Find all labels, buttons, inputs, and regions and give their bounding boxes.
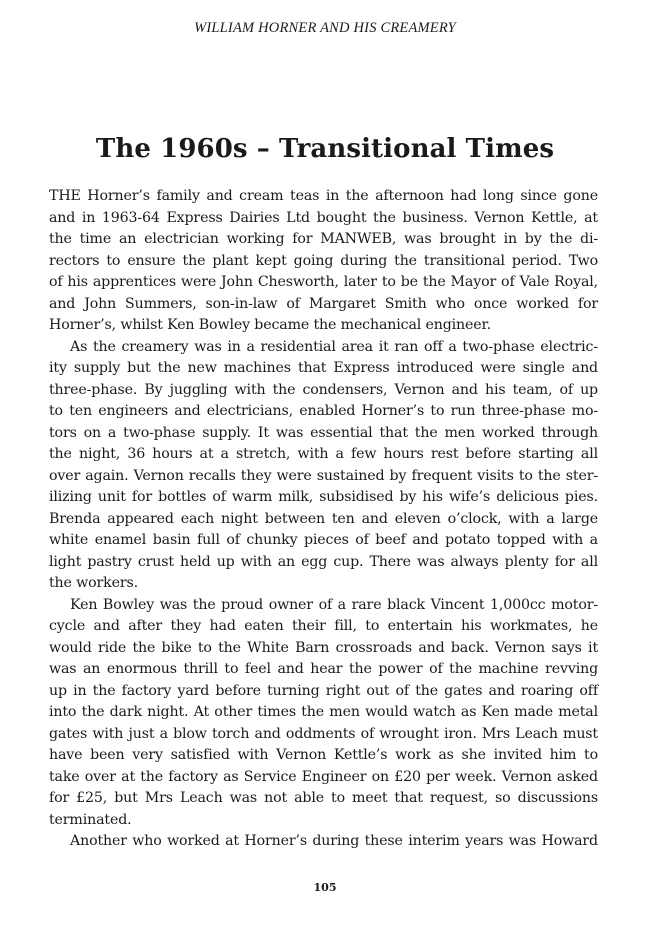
text-line: THE Horner’s family and cream teas in the afternoon had long since gone bbox=[49, 188, 598, 204]
text-line: the time an electrician working for MANWEB, was brought in by the di- bbox=[49, 231, 598, 247]
text-line: would ride the bike to the White Barn crossroads and back. Vernon says it bbox=[49, 639, 598, 656]
text-line: take over at the factory as Service Engineer on £20 per week. Vernon asked bbox=[49, 768, 598, 785]
text-line: ity supply but the new machines that Express introduced were single and bbox=[49, 360, 598, 376]
text-line: cycle and after they had eaten their fill, to entertain his workmates, he bbox=[49, 618, 598, 634]
running-head: WILLIAM HORNER AND HIS CREAMERY bbox=[194, 20, 456, 36]
text-line: Brenda appeared each night between ten and eleven o’clock, with a large bbox=[49, 510, 598, 527]
text-line: over again. Vernon recalls they were sustained by frequent visits to the ster- bbox=[49, 467, 598, 484]
text-line: white enamel basin full of chunky pieces of beef and potato topped with a bbox=[49, 532, 598, 548]
text-line: the workers. bbox=[49, 575, 138, 591]
text-line: into the dark night. At other times the men would watch as Ken made metal bbox=[49, 704, 598, 720]
text-line: rectors to ensure the plant kept going during the transitional period. Two bbox=[49, 252, 598, 269]
text-line: have been very satisfied with Vernon Kettle’s work as she invited him to bbox=[49, 747, 598, 763]
text-line: tors on a two-phase supply. It was essential that the men worked through bbox=[49, 424, 598, 441]
text-line: ilizing unit for bottles of warm milk, subsidised by his wife’s delicious pies. bbox=[49, 489, 598, 505]
page-number: 105 bbox=[313, 881, 337, 894]
text-line: three-phase. By juggling with the condensers, Vernon and his team, of up bbox=[49, 381, 598, 398]
body-text bbox=[49, 186, 598, 853]
text-line: the night, 36 hours at a stretch, with a few hours rest before starting all bbox=[49, 446, 598, 462]
text-line: As the creamery was in a residential area it ran off a two-phase electric- bbox=[70, 338, 598, 355]
text-line: for £25, but Mrs Leach was not able to meet that request, so discussions bbox=[49, 790, 598, 806]
text-line: was an enormous thrill to feel and hear the power of the machine revving bbox=[49, 661, 598, 677]
text-line: light pastry crust held up with an egg cup. There was always plenty for all bbox=[49, 553, 598, 570]
text-line: Ken Bowley was the proud owner of a rare black Vincent 1,000cc motor- bbox=[70, 596, 598, 613]
text-line: and in 1963-64 Express Dairies Ltd bought the business. Vernon Kettle, at bbox=[49, 209, 598, 226]
text-line: to ten engineers and electricians, enabled Horner’s to run three-phase mo- bbox=[49, 403, 598, 419]
text-line: terminated. bbox=[49, 811, 132, 828]
text-line: Another who worked at Horner’s during these interim years was Howard bbox=[70, 833, 598, 849]
chapter-title: The 1960s – Transitional Times bbox=[95, 134, 555, 164]
text-line: of his apprentices were John Chesworth, later to be the Mayor of Vale Royal, bbox=[49, 274, 598, 290]
text-line: gates with just a blow torch and oddments of wrought iron. Mrs Leach must bbox=[49, 725, 598, 742]
text-line: and John Summers, son-in-law of Margaret Smith who once worked for bbox=[49, 295, 598, 312]
text-line: Horner’s, whilst Ken Bowley became the mechanical engineer. bbox=[49, 317, 491, 333]
text-line: up in the factory yard before turning right out of the gates and roaring off bbox=[49, 682, 598, 699]
